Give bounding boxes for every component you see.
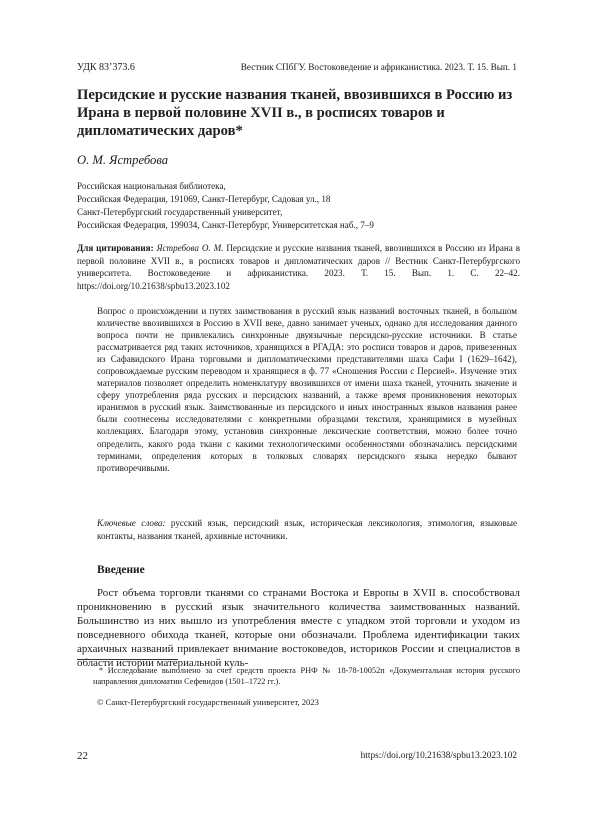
footnote-divider bbox=[77, 659, 178, 660]
footnote-text: * Исследование выполнено за счет средств проекта РНФ № 18-78-10052п «Документальная история русского направления дипломатии Сефевидов (1501–1722 гг.). bbox=[93, 666, 520, 687]
abstract: Вопрос о происхождении и путях заимствования в русский язык названий восточных тканей, в большом количестве ввозившихся в Россию в XVII веке, давно занимает ученых, однако для исследования данного вопроса почти не привлекались синхронные двуязычные персидско-русские источники. В статье рассматривается ряд таких источников, хранящихся в РГАДА: это росписи товаров и даров, привезенных из Сафавидского Ирана торговыми и дипломатическими представителями шаха Сафи I (1629–1642), сопровождаемые русским переводом и хранящиеся в ф. 77 «Сношения России с Персией». Изучение этих материалов позволяет определить номенклатуру ввозившихся от имени шаха тканей, уточнить значение и сферу употребления ряда русских и персидских названий, а также время проникновения некоторых иранизмов в русский язык. Заимствованные из персидского и иных иностранных языков названия ранее были соотнесены исследователями с конкретными образцами текстиля, хранящимися в музейных коллекциях. Благодаря этому, установив синхронные лексические соответствия, можно более точно определить, какого рода ткани с какими технологическими особенностями обозначались персидскими терминами, определения которых в толковых словарях персидского языка нередко бывают противоречивыми. bbox=[97, 306, 517, 473]
citation-label: Для цитирования: bbox=[77, 243, 154, 253]
keywords-block bbox=[97, 517, 517, 542]
running-header bbox=[77, 62, 517, 76]
running-footer bbox=[77, 750, 517, 764]
udk-code: УДК 83’373.6 bbox=[77, 62, 135, 73]
affiliation-line: Российская национальная библиотека, bbox=[77, 181, 226, 191]
citation-text: Персидские и русские названия тканей, ввозившихся в Россию из Ирана в первой половине XVII в., в росписях товаров и дипломатических даров // Вестник Санкт-Петербургского университета. Востоковедение и африканистика. 2023. Т. 15. Вып. 1. С. 22–42. https://doi.org/10.21638/spbu13.2023.102 bbox=[77, 243, 520, 291]
keywords-label: Ключевые слова: bbox=[97, 518, 166, 528]
author-name: О. М. Ястребова bbox=[77, 153, 169, 167]
article-title: Персидские и русские названия тканей, ввозившихся в Россию из Ирана в первой половине XVII в., в росписях товаров и дипломатических даров* bbox=[77, 87, 513, 139]
affiliations bbox=[77, 180, 522, 232]
section-heading: Введение bbox=[97, 564, 145, 576]
affiliation-line: Российская Федерация, 199034, Санкт-Петербург, Университетская наб., 7–9 bbox=[77, 220, 374, 230]
page-number: 22 bbox=[77, 750, 88, 762]
journal-name: Вестник СПбГУ. Востоковедение и африканистика. 2023. Т. 15. Вып. 1 bbox=[240, 62, 517, 72]
intro-paragraph: Рост объема торговли тканями со странами Востока и Европы в XVII в. способствовал проникновению в русский язык значительного количества заимствованных названий. Большинство из них вышло из употребления вместе с упадком этой торговли и уходом из повседневного обихода тканей, которые они обозначали. Проблема идентификации таких архаичных названий привлекает внимание востоковедов, историков России и специалистов в области истории материальной куль- bbox=[77, 587, 520, 669]
doi-link[interactable]: https://doi.org/10.21638/spbu13.2023.102 bbox=[360, 751, 517, 761]
affiliation-line: Российская Федерация, 191069, Санкт-Петербург, Садовая ул., 18 bbox=[77, 194, 331, 204]
affiliation-line: Санкт-Петербургский государственный университет, bbox=[77, 207, 283, 217]
footnote bbox=[77, 665, 520, 687]
copyright-notice: © Санкт-Петербургский государственный университет, 2023 bbox=[97, 697, 319, 707]
keywords-text: русский язык, персидский язык, историческая лексикология, этимология, языковые контакты, названия тканей, архивные источники. bbox=[97, 518, 517, 541]
citation-block bbox=[77, 242, 520, 292]
citation-author: Ястребова О. М. bbox=[156, 243, 224, 253]
